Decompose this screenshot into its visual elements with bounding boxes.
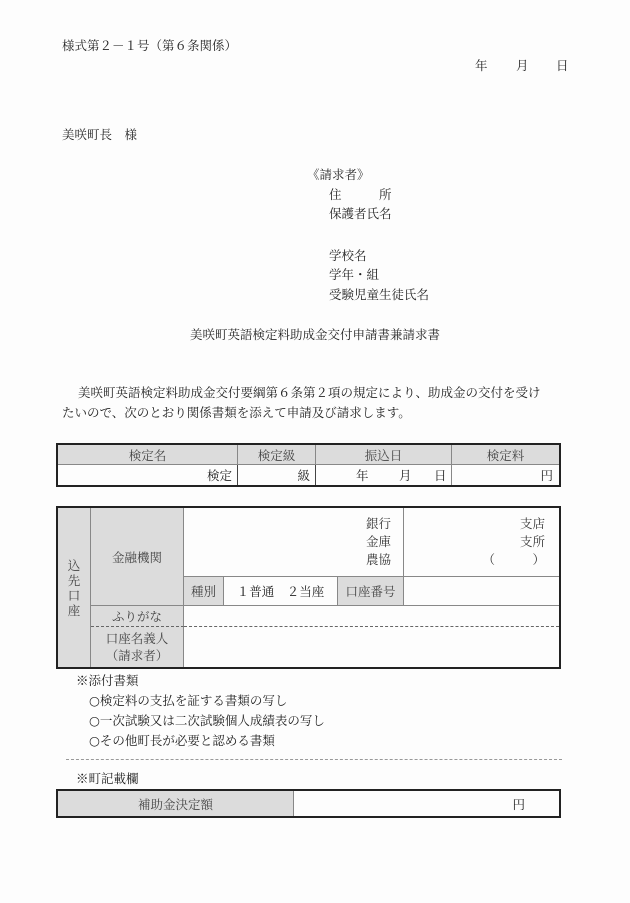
attachment-item: ○その他町長が必要と認める書類 xyxy=(89,733,275,748)
subsidy-decision-table xyxy=(56,789,561,818)
financial-institution-label: 金融機関 xyxy=(91,508,184,606)
fee-suffix: 円 xyxy=(540,468,553,483)
attachments-heading: ※添付書類 xyxy=(76,673,139,688)
exam-name-field[interactable] xyxy=(58,465,238,485)
account-number-field[interactable] xyxy=(404,577,559,606)
account-type-options[interactable]: １普通 ２当座 xyxy=(224,577,338,606)
transfer-day: 日 xyxy=(434,468,447,483)
attachment-item: ○検定料の支払を証する書類の写し xyxy=(89,693,288,708)
branch-store: 支店 xyxy=(519,516,545,531)
attachment-item: ○一次試験又は二次試験個人成績表の写し xyxy=(89,713,325,728)
addressee: 美咲町長 様 xyxy=(62,127,138,142)
yen-suffix: 円 xyxy=(512,796,525,812)
date-day: 日 xyxy=(556,58,569,73)
institution-name-field[interactable] xyxy=(184,508,404,577)
date-month: 月 xyxy=(516,58,529,73)
document-title: 美咲町英語検定料助成金交付申請書兼請求書 xyxy=(189,327,440,342)
branch-other: （ ） xyxy=(482,552,545,567)
header-exam-fee: 検定料 xyxy=(452,445,559,465)
shinkin-type: 金庫 xyxy=(365,534,391,549)
header-exam-grade: 検定級 xyxy=(238,445,316,465)
branch-name-field[interactable] xyxy=(404,508,559,577)
subsidy-decision-label: 補助金決定額 xyxy=(58,791,294,816)
account-holder-field[interactable] xyxy=(184,627,559,667)
guardian-name-label: 保護者氏名 xyxy=(329,206,392,221)
transfer-date-field[interactable] xyxy=(316,465,452,485)
ja-type: 農協 xyxy=(365,552,391,567)
exam-name-suffix: 検定 xyxy=(206,468,232,483)
header-transfer-date: 振込日 xyxy=(316,445,452,465)
account-number-label: 口座番号 xyxy=(338,577,404,606)
account-holder-label xyxy=(91,627,184,667)
transfer-year: 年 xyxy=(356,468,369,483)
transfer-account-side-label xyxy=(58,508,91,667)
bank-account-table xyxy=(56,506,561,669)
branch-office: 支所 xyxy=(519,534,545,549)
body-text-line2: たいので、次のとおり関係書類を添えて申請及び請求します。 xyxy=(62,405,411,420)
furigana-label: ふりがな xyxy=(91,606,184,627)
address-label: 住 所 xyxy=(329,187,392,202)
furigana-field[interactable] xyxy=(184,606,559,627)
header-exam-name: 検定名 xyxy=(58,445,238,465)
account-type-label: 種別 xyxy=(184,577,224,606)
school-name-label: 学校名 xyxy=(329,248,367,263)
exam-grade-field[interactable] xyxy=(238,465,316,485)
holder-label-line2: （請求者） xyxy=(105,648,169,663)
transfer-month: 月 xyxy=(399,468,412,483)
form-number: 様式第２－１号（第６条関係） xyxy=(62,38,238,53)
requester-heading: 《請求者》 xyxy=(307,167,370,182)
body-text-line1: 美咲町英語検定料助成金交付要綱第６条第２項の規定により、助成金の交付を受け xyxy=(78,385,541,400)
exam-fee-field[interactable] xyxy=(452,465,559,485)
grade-suffix: 級 xyxy=(297,468,310,483)
date-year: 年 xyxy=(475,58,488,73)
side-label-char: 先 xyxy=(67,572,81,588)
holder-label-line1: 口座名義人 xyxy=(105,631,169,646)
subsidy-decision-field[interactable] xyxy=(294,791,559,816)
bank-type: 銀行 xyxy=(365,516,391,531)
examinee-name-label: 受験児童生徒氏名 xyxy=(329,287,430,302)
side-label-char: 込 xyxy=(67,557,81,573)
town-section-heading: ※町記載欄 xyxy=(76,771,139,786)
section-divider xyxy=(66,759,562,760)
exam-table xyxy=(56,443,561,487)
grade-class-label: 学年・組 xyxy=(329,267,380,282)
side-label-char: 座 xyxy=(67,602,81,618)
side-label-char: 口 xyxy=(67,587,81,603)
